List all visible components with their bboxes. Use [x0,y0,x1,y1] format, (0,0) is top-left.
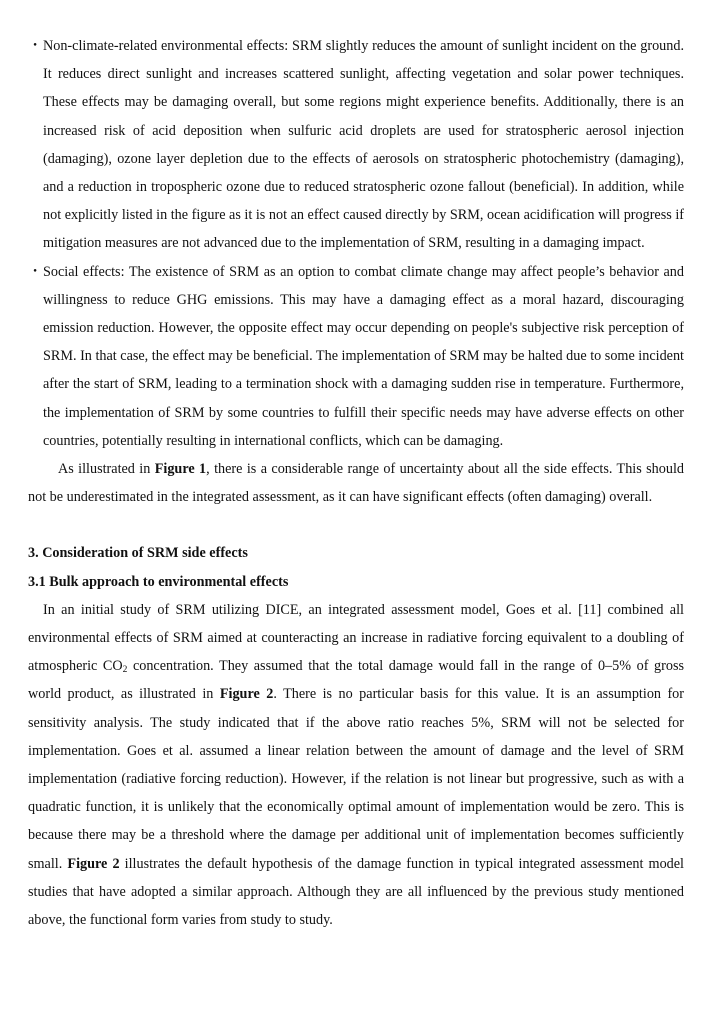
figure-reference: Figure 1 [154,461,207,478]
bullet-social-effects [28,258,684,455]
bullet-text: Social effects: The existence of SRM as an option to combat climate change may affect people’s behavior and willingness to reduce GHG emissions. This may have a damaging effect as a moral hazard, discouraging emission reduction. However, the opposite effect may occur depending on people's subjective risk perception of SRM. In that case, the effect may be beneficial. The implementation of SRM may be halted due to some incident after the start of SRM, leading to a termination shock with a damaging sudden rise in temperature. Furthermore, the implementation of SRM by some countries to fulfill their specific needs may have adverse effects on other countries, potentially resulting in international conflicts, which can be damaging. [43,263,684,449]
body-text: In an initial study of SRM utilizing DICE, an integrated assessment model, Goes et al. [11] combined all environmental effects of SRM aimed at counteracting an increase in radiative forcing equivalent to a doubling of atmospheric CO [28,601,684,675]
body-paragraph [28,596,684,934]
body-text: concentration. They assumed that the total damage would fall in the range of 0–5% of gross world product, as illustrated in [28,658,684,703]
summary-paragraph [28,455,684,511]
summary-text-end: , there is a considerable range of uncertainty about all the side effects. This should not be underestimated in the integrated assessment, as it can have significant effects (often damaging) overall. [28,461,684,506]
figure-reference: Figure 2 [67,855,120,872]
bullet-text: Non-climate-related environmental effects: SRM slightly reduces the amount of sunlight incident on the ground. It reduces direct sunlight and increases scattered sunlight, affecting vegetation and solar power techniques. These effects may be damaging overall, but some regions might experience benefits. Additionally, there is an increased risk of acid deposition when sulfuric acid droplets are used for stratospheric aerosol injection (damaging), ozone layer depletion due to the effects of aerosols on stratospheric photochemistry (damaging), and a reduction in tropospheric ozone due to reduced stratospheric ozone fallout (beneficial). In addition, while not explicitly listed in the figure as it is not an effect caused directly by SRM, ocean acidification will progress if mitigation measures are not advanced due to the implementation of SRM, resulting in a damaging impact. [43,38,684,252]
body-text: . There is no particular basis for this value. It is an assumption for sensitivity analysis. The study indicated that if the above ratio reaches 5%, SRM will not be selected for implementation. Goes et al. assumed a linear relation between the amount of damage and the level of SRM implementation (radiative forcing reduction). However, if the relation is not linear but progressive, such as with a quadratic function, it is unlikely that the economically optimal amount of implementation would be zero. This is because there may be a threshold where the damage per additional unit of implementation becomes sufficiently small. [28,686,685,872]
subscript-two: 2 [122,665,128,676]
bullet-marker: ・ [28,263,43,280]
section-heading: 3. Consideration of SRM side effects [28,545,248,562]
bullet-environmental-effects [28,32,684,258]
section-spacer [28,511,684,539]
body-text: illustrates the default hypothesis of the damage function in typical integrated assessment model studies that have adopted a similar approach. Although they are all influenced by the previous study mentioned above, the functional form varies from study to study. [28,855,684,929]
bullet-marker: ・ [28,38,43,54]
summary-text-start: As illustrated in [58,461,155,478]
subsection-heading: 3.1 Bulk approach to environmental effects [28,573,289,590]
figure-reference: Figure 2 [219,686,274,703]
